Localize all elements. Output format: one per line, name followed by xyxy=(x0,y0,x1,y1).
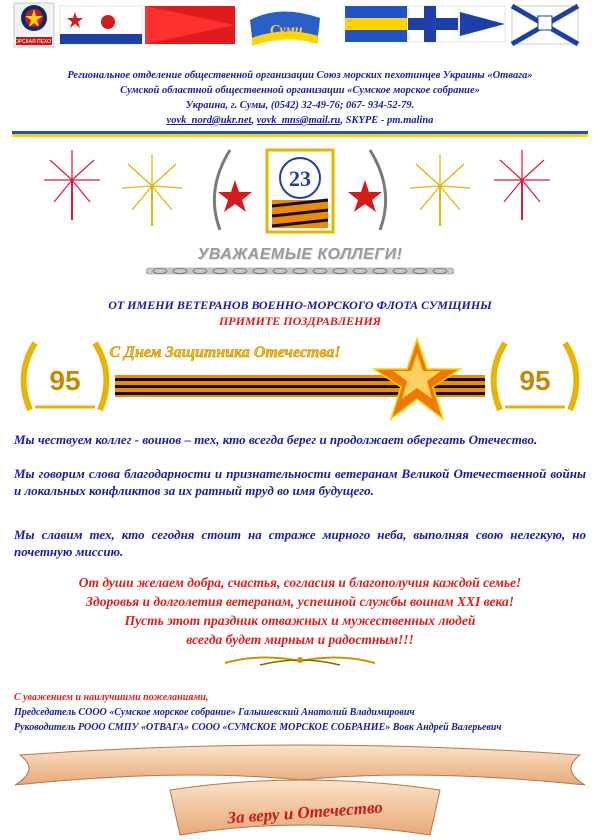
red-flag xyxy=(145,6,235,44)
laurel-wreath-left-icon xyxy=(24,343,107,410)
blue-yellow-flag xyxy=(345,6,407,42)
laurel-left-icon xyxy=(214,150,252,230)
body-paragraph-2: Мы говорим слова благодарности и признательности ветеранам Великой Отечественной войны и локальных конфликтов за их ратный труд во имя будущего. xyxy=(14,466,586,498)
flags-row xyxy=(0,0,600,52)
body-paragraph-3: Мы славим тех, кто сегодня стоит на страже мирного неба, выполняя свою нелегкую, но почетную миссию. xyxy=(14,527,586,559)
signature-head: Руководитель РООО СМПУ «ОТВАГА» СООО «СУМСКОЕ МОРСКОЕ СОБРАНИЕ» Вовк Андрей Валерьевич xyxy=(14,722,502,733)
email-link-2[interactable]: vovk_mns@mail.ru xyxy=(256,115,341,126)
signature-chairman: Председатель СООО «Сумское морское собрание» Галышевский Анатолий Владимирович xyxy=(14,707,415,718)
svg-text:95: 95 xyxy=(49,365,81,396)
emblem-23 xyxy=(267,150,333,232)
motto-text: За веру и Отечество xyxy=(226,797,384,828)
signature-regards: С уважением и наилучшими пожеланиями, xyxy=(14,692,209,703)
fireworks-decoration xyxy=(30,140,570,240)
navy-flag xyxy=(60,6,142,44)
accept-line: ПРИМИТЕ ПОЗДРАВЛЕНИЯ xyxy=(218,314,382,328)
svg-text:23: 23 xyxy=(289,166,311,191)
chain-divider xyxy=(146,266,454,276)
svg-text:МОРСКАЯ ПЕХОТА: МОРСКАЯ ПЕХОТА xyxy=(10,39,58,45)
firework-icon xyxy=(410,154,470,226)
behalf-line: ОТ ИМЕНИ ВЕТЕРАНОВ ВОЕННО-МОРСКОГО ФЛОТА СУМЩИНЫ xyxy=(108,298,492,312)
email-link-1[interactable]: vovk_nord@ukr.net xyxy=(166,115,252,126)
wish-line-2: Здоровья и долголетия ветеранам, успешной службы воинам XXI века! xyxy=(85,594,515,609)
header-line-3: Украина, г. Сумы, (0542) 32-49-76; 067- 934-52-79. xyxy=(185,100,415,111)
wish-line-3: Пусть этот праздник отважных и мужественных людей xyxy=(124,613,476,628)
skype-contact: SKYPE - pm.malina xyxy=(345,115,434,126)
firework-icon xyxy=(44,150,100,220)
stripe-yellow xyxy=(12,134,588,137)
banner-text: С Днем Защитника Отечества! xyxy=(109,344,341,361)
body-paragraph-1: Мы чествуем коллег - воинов – тех, кто всегда берег и продолжает оберегать Отечество. xyxy=(14,432,538,447)
greeting-title: УВАЖАЕМЫЕ КОЛЛЕГИ! xyxy=(197,246,403,263)
laurel-wreath-right-icon xyxy=(494,343,577,410)
wish-line-1: От души желаем добра, счастья, согласия и благополучия каждой семье! xyxy=(78,575,522,590)
header-contacts: vovk_nord@ukr.net, vovk_mns@mail.ru, SKYPE - pm.malina xyxy=(166,115,434,126)
organization-header xyxy=(10,68,590,128)
firework-icon xyxy=(122,154,182,226)
signature-block xyxy=(14,690,594,735)
motto-scroll xyxy=(0,740,600,840)
header-line-2: Сумской областной общественной организации «Сумское морское собрание» xyxy=(120,85,480,96)
marines-badge xyxy=(11,3,58,47)
header-line-1: Региональное отделение общественной организации Союз морских пехотинцев Украины «Отвага» xyxy=(67,70,533,81)
svg-text:Суми: Суми xyxy=(270,23,303,38)
st-andrew-flag xyxy=(512,6,578,44)
holiday-banner xyxy=(15,335,585,425)
firework-icon xyxy=(494,150,550,220)
laurel-right-icon xyxy=(348,150,386,230)
wish-line-4: всегда будет мирным и радостным!!! xyxy=(186,632,414,647)
cross-flag xyxy=(408,6,458,42)
pennant-flag xyxy=(460,6,505,42)
ornament-divider xyxy=(220,651,380,669)
city-emblem xyxy=(243,6,323,48)
svg-text:95: 95 xyxy=(519,365,551,396)
